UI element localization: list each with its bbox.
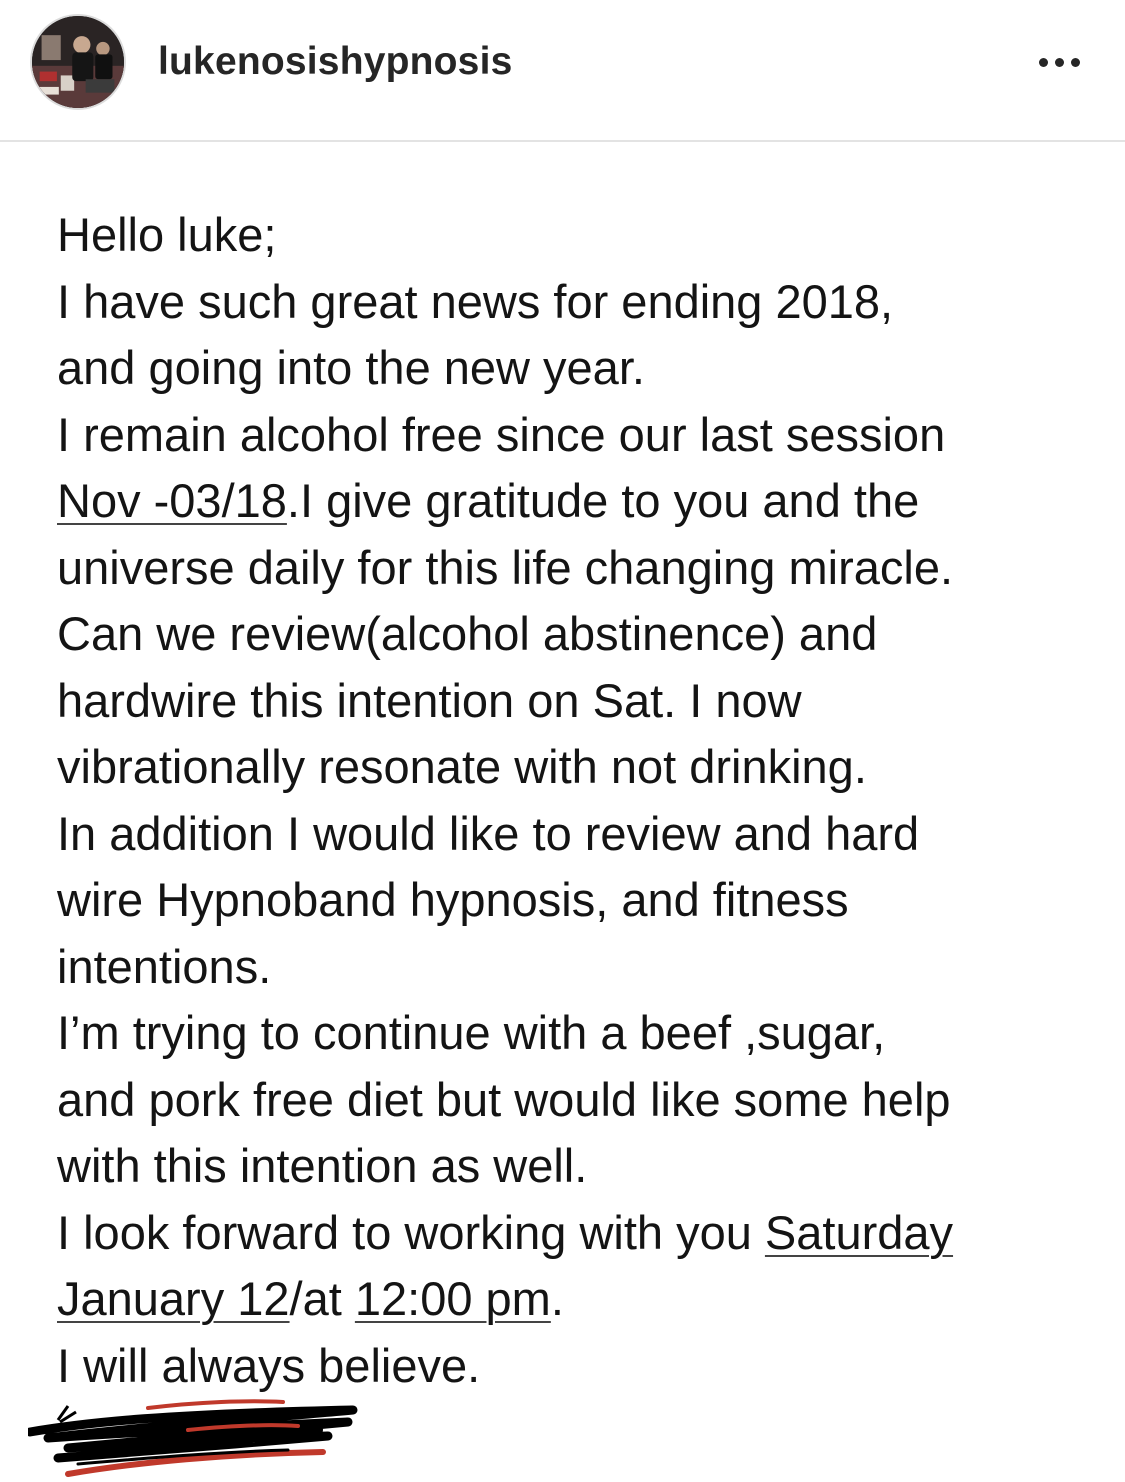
more-options-icon bbox=[1055, 58, 1064, 67]
appointment-day: Saturday bbox=[764, 1205, 954, 1259]
profile-photo-icon bbox=[32, 16, 124, 108]
message-line: I have such great news for ending 2018, bbox=[57, 274, 894, 328]
message-line-start: I look forward to working with you bbox=[57, 1205, 765, 1259]
message-text bbox=[57, 202, 1107, 1399]
appointment-date: January 12 bbox=[57, 1272, 290, 1325]
message-line-end: . bbox=[550, 1272, 564, 1325]
message-line: Hello luke; bbox=[57, 208, 277, 261]
message-line bbox=[57, 468, 1107, 535]
redacted-signature bbox=[28, 1392, 368, 1482]
post-header bbox=[0, 0, 1125, 142]
message-line: and pork free diet but would like some help bbox=[57, 1072, 951, 1126]
message-line bbox=[57, 1266, 1107, 1333]
more-options-icon bbox=[1039, 58, 1048, 67]
message-line-mid: /at bbox=[289, 1272, 355, 1325]
message-line: Can we review(alcohol abstinence) and bbox=[57, 607, 878, 660]
message-line-rest: .I give gratitude to you and the bbox=[286, 474, 920, 527]
more-options-button[interactable] bbox=[1024, 42, 1094, 82]
message-line: hardwire this intention on Sat. I now bbox=[57, 673, 802, 727]
message-line: vibrationally resonate with not drinking. bbox=[57, 740, 867, 793]
message-line: with this intention as well. bbox=[57, 1139, 588, 1192]
username[interactable]: lukenosishypnosis bbox=[158, 40, 513, 83]
post-image[interactable] bbox=[0, 142, 1125, 1482]
avatar[interactable] bbox=[30, 14, 126, 110]
message-line: I will always believe. bbox=[57, 1338, 481, 1392]
message-line: I’m trying to continue with a beef ,sugar, bbox=[57, 1006, 886, 1059]
message-line: In addition I would like to review and hard bbox=[57, 806, 920, 860]
message-line: universe daily for this life changing miracle. bbox=[57, 540, 954, 594]
scribble-redaction-icon bbox=[28, 1392, 368, 1482]
appointment-time: 12:00 pm bbox=[354, 1272, 551, 1325]
session-date: Nov -03/18 bbox=[57, 474, 287, 527]
more-options-icon bbox=[1071, 58, 1080, 67]
message-line: and going into the new year. bbox=[57, 341, 645, 394]
message-line bbox=[57, 1200, 1107, 1267]
message-line: wire Hypnoband hypnosis, and fitness bbox=[57, 873, 849, 926]
message-line: intentions. bbox=[57, 939, 272, 993]
message-line: I remain alcohol free since our last session bbox=[57, 407, 946, 461]
